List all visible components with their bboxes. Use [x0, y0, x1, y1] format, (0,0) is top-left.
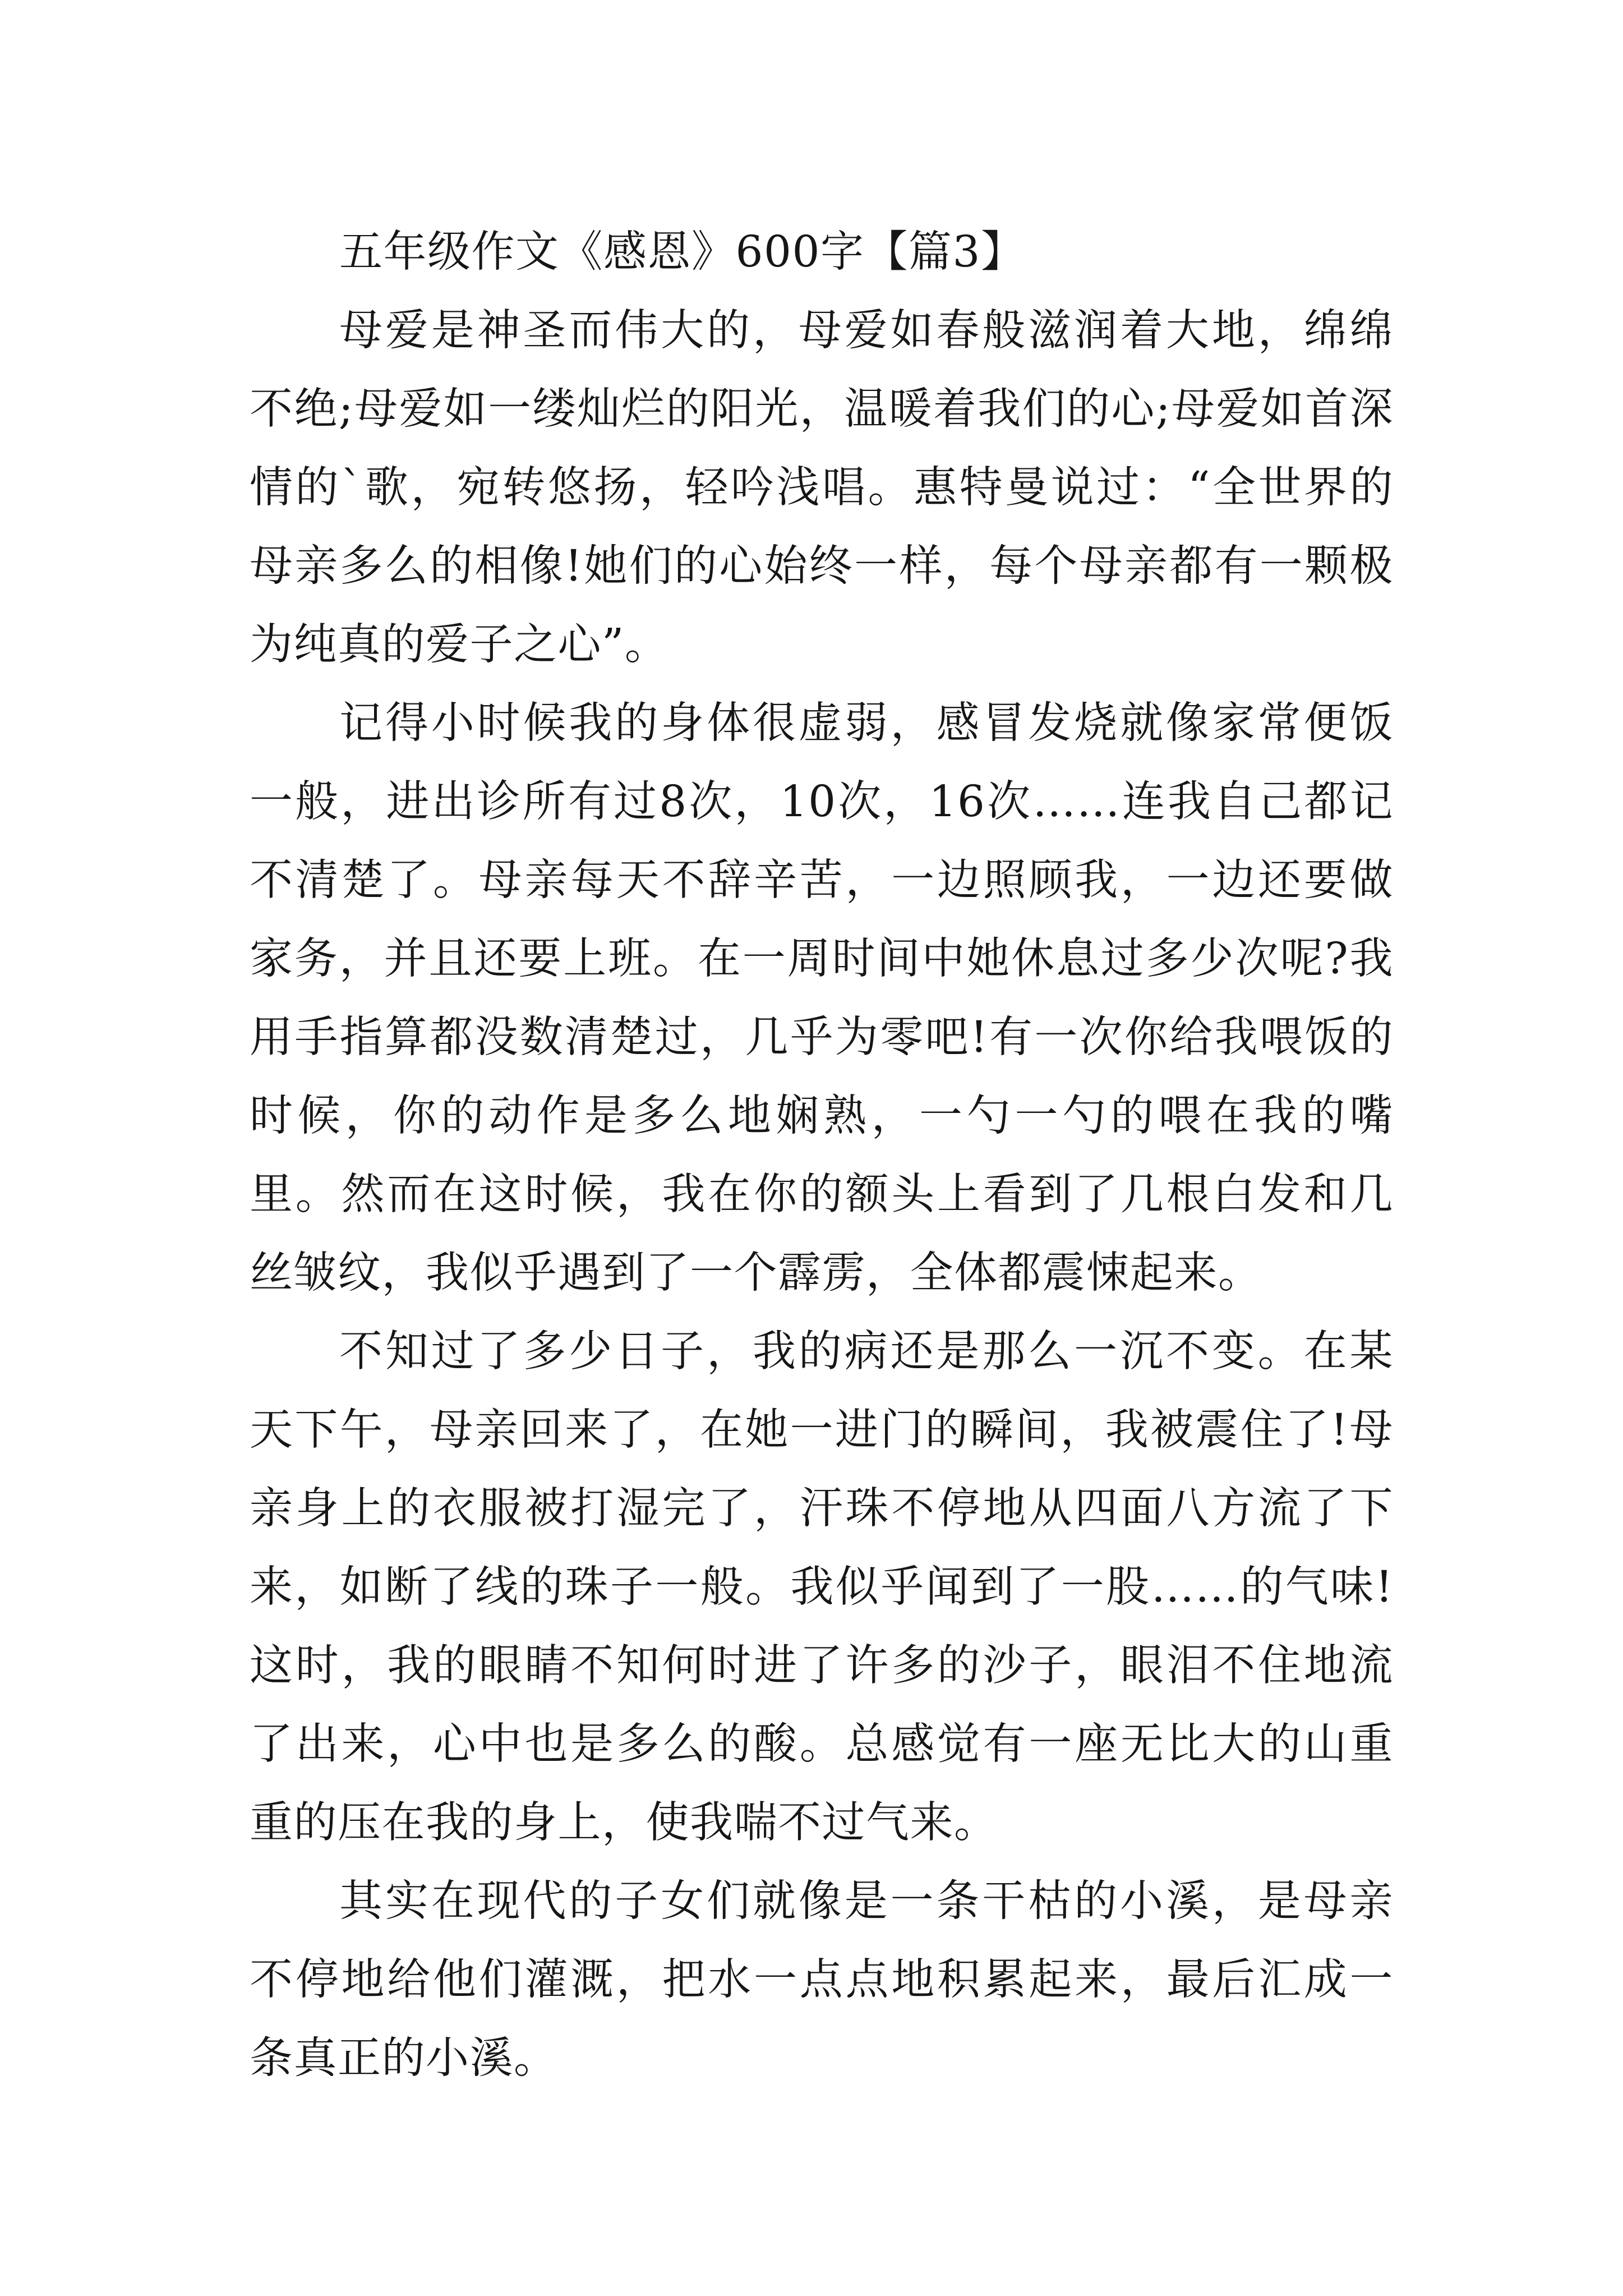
paragraph-4: 其实在现代的子女们就像是一条干枯的小溪，是母亲不停地给他们灌溉，把水一点点地积累起来，最后汇成一条真正的小溪。 — [250, 1876, 1394, 2083]
paragraph-1: 母爱是神圣而伟大的，母爱如春般滋润着大地，绵绵不绝;母爱如一缕灿烂的阳光，温暖着我们的心;母爱如首深情的`歌，宛转悠扬，轻吟浅唱。惠特曼说过：“全世界的母亲多么的相像!她们的心始终一样，每个母亲都有一颗极为纯真的爱子之心”。 — [250, 306, 1394, 670]
document-body — [250, 213, 1394, 2098]
paragraph-3: 不知过了多少日子，我的病还是那么一沉不变。在某天下午，母亲回来了，在她一进门的瞬间，我被震住了!母亲身上的衣服被打湿完了，汗珠不停地从四面八方流了下来，如断了线的珠子一般。我似乎闻到了一股……的气味!这时，我的眼睛不知何时进了许多的沙子，眼泪不住地流了出来，心中也是多么的酸。总感觉有一座无比大的山重重的压在我的身上，使我喘不过气来。 — [250, 1327, 1394, 1848]
paragraph-2: 记得小时候我的身体很虚弱，感冒发烧就像家常便饭一般，进出诊所有过8次，10次，16次……连我自己都记不清楚了。母亲每天不辞辛苦，一边照顾我，一边还要做家务，并且还要上班。在一周时间中她休息过多少次呢?我用手指算都没数清楚过，几乎为零吧!有一次你给我喂饭的时候，你的动作是多么地娴熟，一勺一勺的喂在我的嘴里。然而在这时候，我在你的额头上看到了几根白发和几丝皱纹，我似乎遇到了一个霹雳，全体都震悚起来。 — [250, 698, 1394, 1298]
document-title: 五年级作文《感恩》600字【篇3】 — [339, 227, 1025, 277]
